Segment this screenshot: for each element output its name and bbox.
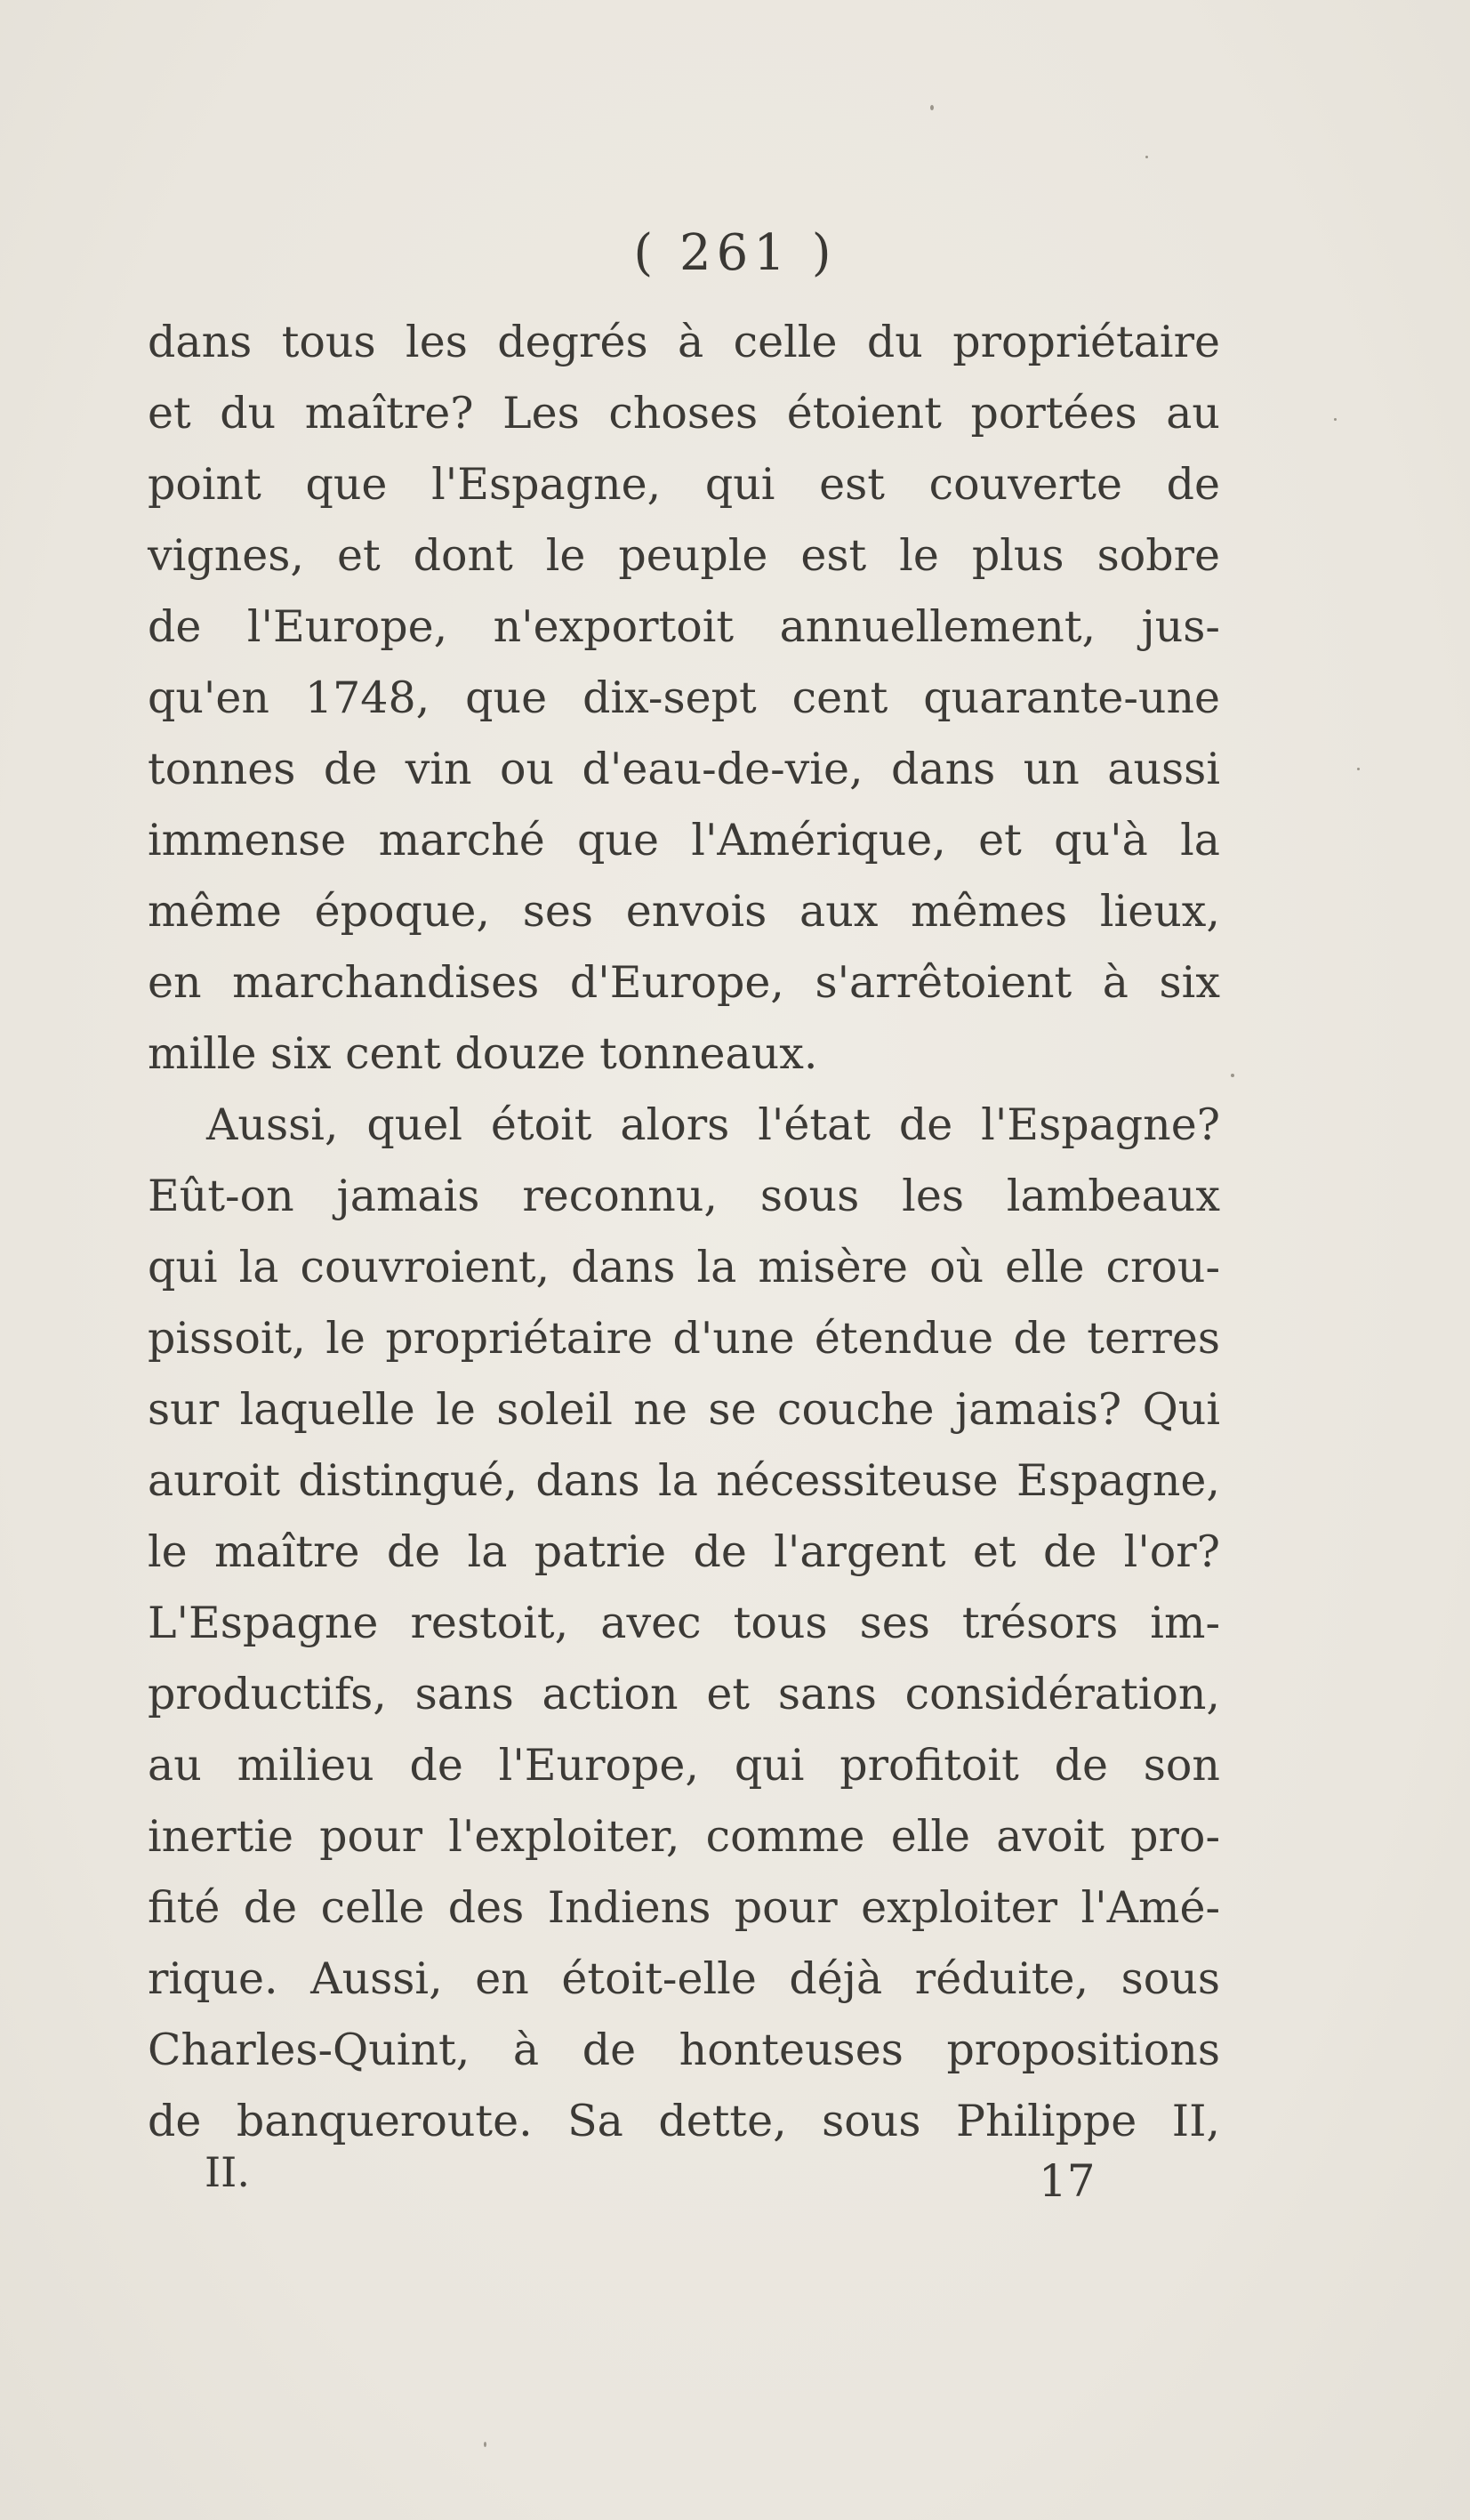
text-line: fité de celle des Indiens pour exploiter l'Amé-: [148, 1882, 1220, 1933]
paper-speck: [1357, 768, 1360, 770]
body-text: [148, 307, 1220, 2157]
paper-speck: [484, 2442, 486, 2447]
text-line: point que l'Espagne, qui est couverte de: [148, 459, 1220, 510]
paper-speck: [1145, 156, 1148, 158]
text-line: auroit distingué, dans la nécessiteuse Espagne,: [148, 1455, 1220, 1506]
text-line: même époque, ses envois aux mêmes lieux,: [148, 886, 1220, 937]
paragraph-1: [148, 307, 1220, 1090]
paper-speck: [930, 105, 934, 110]
paper-speck: [1231, 1074, 1234, 1077]
signature-number: 17: [1039, 2155, 1096, 2207]
text-line: mille six cent douze tonneaux.: [148, 1028, 818, 1079]
text-line: de banqueroute. Sa dette, sous Philippe II,: [148, 2096, 1220, 2146]
text-line: L'Espagne restoit, avec tous ses trésors im-: [148, 1598, 1220, 1648]
paper-speck: [1334, 418, 1337, 421]
text-line: Eût-on jamais reconnu, sous les lambeaux: [148, 1171, 1220, 1221]
paragraph-2: [148, 1090, 1220, 2157]
text-line: tonnes de vin ou d'eau-de-vie, dans un aussi: [148, 744, 1220, 794]
text-line: pissoit, le propriétaire d'une étendue de terres: [148, 1313, 1220, 1364]
text-line: de l'Europe, n'exportoit annuellement, jus-: [148, 601, 1220, 652]
text-line: inertie pour l'exploiter, comme elle avoit pro-: [148, 1811, 1220, 1862]
page-footer: [0, 2148, 1470, 2210]
signature-mark: II.: [205, 2148, 250, 2196]
text-line: sur laquelle le soleil ne se couche jamais? Qui: [148, 1384, 1220, 1435]
text-line: productifs, sans action et sans considération,: [148, 1669, 1220, 1719]
text-line: immense marché que l'Amérique, et qu'à la: [148, 815, 1220, 865]
text-line: Aussi, quel étoit alors l'état de l'Espagne?: [206, 1099, 1220, 1150]
text-line: dans tous les degrés à celle du propriétaire: [148, 317, 1220, 367]
text-line: le maître de la patrie de l'argent et de l'or?: [148, 1526, 1220, 1577]
text-line: au milieu de l'Europe, qui profitoit de son: [148, 1740, 1220, 1791]
text-line: rique. Aussi, en étoit-elle déjà réduite, sous: [148, 1953, 1220, 2004]
text-line: Charles-Quint, à de honteuses propositions: [148, 2025, 1220, 2075]
text-line: qu'en 1748, que dix-sept cent quarante-une: [148, 672, 1220, 723]
text-line: qui la couvroient, dans la misère où elle crou-: [148, 1242, 1220, 1292]
text-line: et du maître? Les choses étoient portées au: [148, 388, 1220, 439]
text-line: en marchandises d'Europe, s'arrêtoient à six: [148, 957, 1220, 1008]
page-number-header: ( 261 ): [633, 224, 837, 282]
text-line: vignes, et dont le peuple est le plus sobre: [148, 530, 1220, 581]
